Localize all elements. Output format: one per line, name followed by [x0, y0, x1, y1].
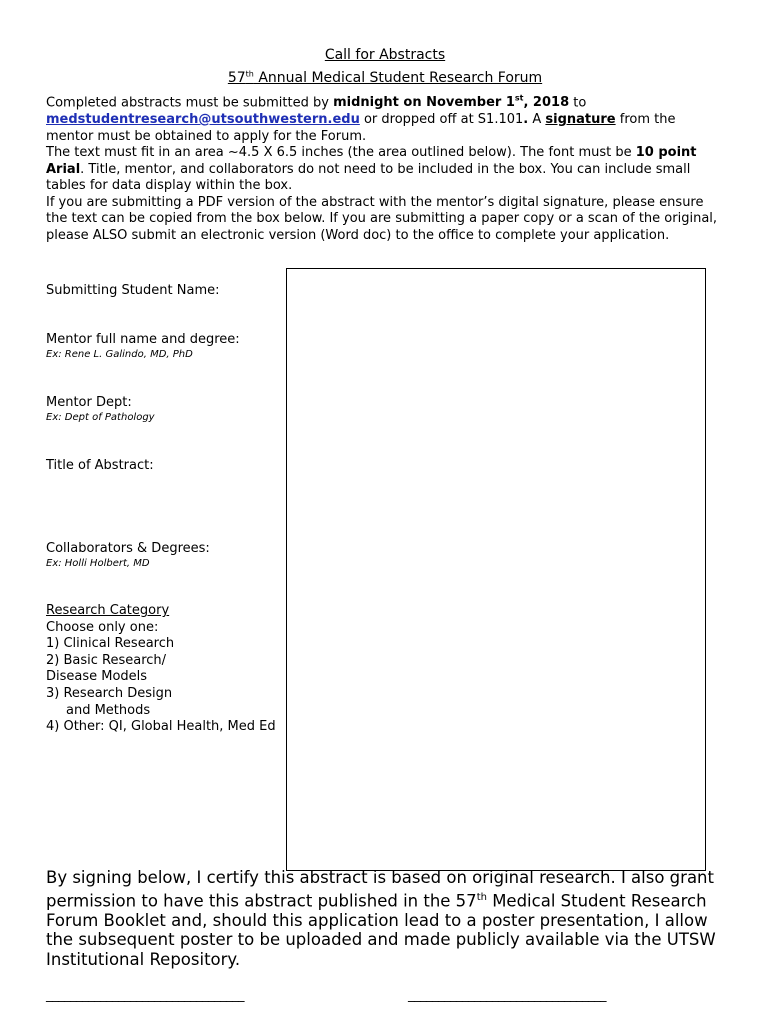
dept-example: Ex: Dept of Pathology [46, 412, 155, 423]
student-name-label: Submitting Student Name: [46, 283, 220, 298]
category-option-3-cont[interactable]: and Methods [66, 702, 151, 718]
instructions-paragraph-1 [46, 91, 726, 145]
intro-text: . Title, mentor, and collaborators do not need to be included in the box. You can include small tables for data display within the box. [46, 161, 691, 194]
subtitle-text [228, 70, 542, 86]
deadline-year: , 2018 [523, 95, 570, 111]
category-option-1[interactable]: 1) Clinical Research [46, 636, 175, 652]
abstract-title-label: Title of Abstract: [46, 458, 154, 473]
intro-text: The text must fit in an area ~4.5 X 6.5 inches (the area outlined below). The font must be [46, 145, 636, 161]
mentor-label: Mentor full name and degree: [46, 332, 240, 347]
signature-line-student[interactable]: _________________________________ [46, 988, 244, 1003]
mentor-field [46, 331, 240, 362]
category-option-4[interactable]: 4) Other: QI, Global Health, Med Ed [46, 719, 276, 735]
page-title [0, 46, 770, 64]
certify-text: Medical Student Research Forum Booklet and, should this application lead to a poster presentation, I allow the subsequent poster to be uploaded and made publicly available via the UTSW Institutional Repository. [46, 891, 716, 969]
category-option-3[interactable]: 3) Research Design [46, 685, 173, 701]
page-subtitle [0, 65, 770, 87]
category-option-2[interactable]: 2) Basic Research/ [46, 652, 167, 668]
mentor-example: Ex: Rene L. Galindo, MD, PhD [46, 349, 193, 360]
dept-field [46, 394, 155, 425]
category-instruction: Choose only one: [46, 619, 159, 635]
intro-text: Completed abstracts must be submitted by [46, 95, 334, 111]
intro-text: from the mentor must be obtained to apply for the Forum. [46, 111, 676, 144]
subtitle-rest: Annual Medical Student Research Forum [253, 69, 543, 86]
certify-text: By signing below, I certify this abstract is based on original research. I also grant permission to have this abstract published in the 57 [46, 868, 714, 911]
collaborators-example: Ex: Holli Holbert, MD [46, 558, 150, 569]
subtitle-number: 57 [227, 69, 246, 86]
email-link[interactable]: medstudentresearch@utsouthwestern.edu [46, 111, 360, 127]
signature-line-mentor[interactable]: _________________________________ [408, 988, 606, 1003]
deadline-text [333, 95, 569, 110]
subtitle-suffix: th [245, 69, 254, 78]
intro-text: to [569, 95, 587, 111]
intro-period: . [523, 111, 529, 127]
font-requirement: 10 point Arial [46, 145, 697, 177]
page-title-text: Call for Abstracts [324, 47, 446, 63]
instructions [46, 91, 726, 245]
instructions-paragraph-3: If you are submitting a PDF version of the abstract with the mentor’s digital signature, please ensure the text can be copied from the box below. If you are submitting a paper copy or a scan of the original, please ALSO submit an electronic version (Word doc) to the office to complete your application. [46, 194, 718, 244]
research-category [46, 603, 276, 736]
collaborators-label: Collaborators & Degrees: [46, 541, 210, 556]
deadline: midnight on November 1 [333, 95, 515, 111]
instructions-paragraph-2 [46, 145, 726, 195]
category-option-2-cont[interactable]: Disease Models [46, 669, 148, 685]
abstract-box[interactable] [286, 268, 706, 871]
intro-text: or dropped off at S1.101 [359, 111, 524, 127]
dept-label: Mentor Dept: [46, 395, 132, 410]
collaborators-field [46, 540, 210, 571]
intro-text: A [528, 111, 546, 127]
category-heading: Research Category [46, 603, 170, 618]
certify-suffix: th [476, 891, 487, 903]
deadline-suffix: st [514, 94, 524, 103]
certification-statement [46, 868, 736, 969]
signature-emphasis: signature [545, 111, 616, 127]
